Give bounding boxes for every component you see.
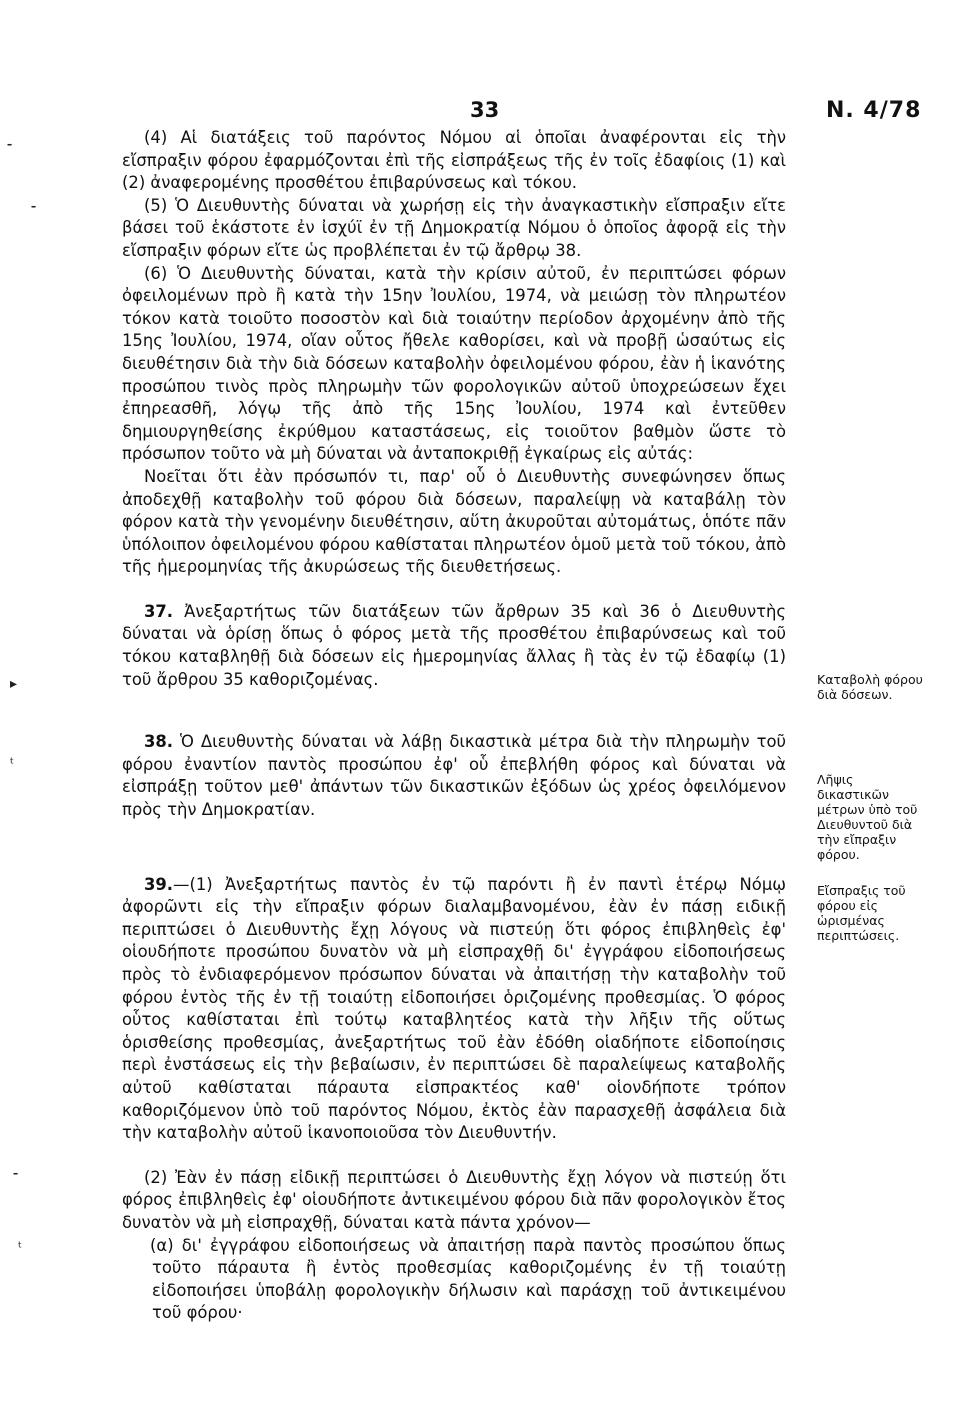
law-number: N. 4/78 xyxy=(826,98,922,123)
article-37-number: 37. xyxy=(144,601,174,621)
margin-note-article-38: Λῆψις δικαστικῶν μέτρων ὑπὸ τοῦ Διευθυντοῦ διὰ τὴν εἴπραξιν φόρου. xyxy=(817,772,918,862)
article-39-subsection-2a: (α) δι' ἐγγράφου εἰδοποιήσεως νὰ ἀπαιτήσῃ παρὰ παντὸς προσώπου ὅπως τοῦτο πάραυτα ἢ ἐντὸς προθεσμίας καθοριζομένης ἐν τῇ τοιαύτῃ εἰδοποιήσει ὑποβάλῃ φορολογικὴν δήλωσιν καὶ παράσχῃ τοῦ ἀντικειμένου τοῦ φόρου· xyxy=(150,1235,786,1323)
scan-mark: ᵗ xyxy=(18,1240,23,1256)
paragraph-6: (6) Ὁ Διευθυντὴς δύναται, κατὰ τὴν κρίσιν αὐτοῦ, ἐν περιπτώσει φόρων ὀφειλομένων πρὸ ἢ κατὰ τὴν 15ην Ἰουλίου, 1974, νὰ μειώσῃ τὸν πληρωτέον τόκον κατὰ τοιοῦτο ποσοστὸν καὶ διὰ τοιαύτην περίοδον ἀρχομένην ἀπὸ τῆς 15ης Ἰουλίου, 1974, οἵαν οὗτος ἤθελε καθορίσει, καὶ νὰ προβῇ ὡσαύτως εἰς διευθέτησιν διὰ τὴν διὰ δόσεων καταβολὴν ὀφειλομένου φόρου, ἐὰν ἡ ἱκανότης προσώπου τινὸς πρὸς πληρωμὴν τῶν φορολογικῶν αὐτοῦ ὑποχρεώσεων ἔχει ἐπηρεασθῆ, λόγῳ τῆς ἀπὸ τῆς 15ης Ἰουλίου, 1974 καὶ ἐντεῦθεν δημιουργηθείσης ἐκρύθμου καταστάσεως, εἰς τοιοῦτον βαθμὸν ὥστε τὸ πρόσωπον τοῦτο νὰ μὴ δύναται νὰ ἀνταποκριθῇ ἐγκαίρως εἰς αὐτάς: xyxy=(122,263,786,464)
article-38-text: Ὁ Διευθυντὴς δύναται νὰ λάβῃ δικαστικὰ μέτρα διὰ τὴν πληρωμὴν τοῦ φόρου ἐναντίον παντὸς προσώπου ἐφ' οὗ ἐπεβλήθη φόρος καὶ δύναται νὰ εἰσπράξῃ τοῦτον μεθ' ἀπάντων τῶν δικαστικῶν ἐξόδων ὡς χρέος ὀφειλόμενον πρὸς τὴν Δημοκρατίαν. xyxy=(122,732,786,820)
margin-note-article-37: Καταβολὴ φόρου διὰ δόσεων. xyxy=(817,672,923,702)
main-text xyxy=(122,127,786,1325)
paragraph-5: (5) Ὁ Διευθυντὴς δύναται νὰ χωρήσῃ εἰς τὴν ἀναγκαστικὴν εἴσπραξιν εἴτε βάσει τοῦ ἑκάστοτε ἐν ἰσχύϊ ἐν τῇ Δημοκρατίᾳ Νόμου ὁ ὁποῖος ἀφορᾷ εἰς τὴν εἴσπραξιν φόρων εἴτε ὡς προβλέπεται ἐν τῷ ἄρθρῳ 38. xyxy=(122,195,786,260)
article-39-text-1: —(1) Ἀνεξαρτήτως παντὸς ἐν τῷ παρόντι ἢ ἐν παντὶ ἑτέρῳ Νόμῳ ἀφορῶντι εἰς τὴν εἴπραξιν φόρων διαλαμβανομένου, ἐὰν ἐν πάσῃ ειδικῇ περιπτώσει ὁ Διευθυντὴς ἔχῃ λόγους νὰ πιστεύῃ ὅτι φόρος ἐπιβληθεὶς ἐφ' οἱουδήποτε προσώπου δυνατὸν νὰ μὴ εἰσπραχθῇ δι' ἐγγράφου εἰδοποιήσεως πρὸς τὸ ἐνδιαφερόμενον πρόσωπον δύναται νὰ ἀπαιτήσῃ τὴν καταβολὴν τοῦ φόρου ἐντὸς τῆς ἐν τῇ τοιαύτῃ εἰδοποιήσει ὁριζομένης προθεσμίας. Ὁ φόρος οὗτος καθίσταται ἐπὶ τούτῳ καταβλητέος κατὰ τὴν λῆξιν τῆς οὕτως ὁρισθείσης προθεσμίας, ἀνεξαρτήτως τοῦ ἐὰν ἐδόθη οἱαδήποτε εἰδοποίησις περὶ ἐνστάσεως εἰς τὴν βεβαίωσιν, ἐν περιπτώσει δὲ παραλείψεως καταβολῆς αὐτοῦ καθίσταται πάραυτα εἰσπρακτέος καθ' οἱονδήποτε τρόπον καθοριζόμενον ὑπὸ τοῦ παρόντος Νόμου, ἐκτὸς ἐὰν παρασχεθῇ ἀσφάλεια διὰ τὴν καταβολὴν αὐτοῦ ἱκανοποιοῦσα τὸν Διευθυντήν. xyxy=(122,874,786,1143)
article-39-number: 39. xyxy=(144,874,174,894)
article-39-subsection-2: (2) Ἐὰν ἐν πάσῃ εἰδικῇ περιπτώσει ὁ Διευθυντὴς ἔχῃ λόγον νὰ πιστεύῃ ὅτι φόρος ἐπιβληθεὶς ἐφ' οἱουδήποτε ἀντικειμένου φόρου διὰ πᾶν φορολογικὸν ἔτος δυνατὸν νὰ μὴ εἰσπραχθῇ, δύναται κατὰ πάντα χρόνον— xyxy=(122,1167,786,1232)
scan-mark: ⁃ xyxy=(30,200,37,216)
scan-mark: ⁃ xyxy=(6,138,13,154)
article-39-subsection-1 xyxy=(122,874,786,1145)
scan-mark: ⁃ xyxy=(12,1167,19,1183)
article-38-number: 38. xyxy=(144,732,174,752)
page-number: 33 xyxy=(470,98,500,122)
article-37-text: Ἀνεξαρτήτως τῶν διατάξεων τῶν ἄρθρων 35 καὶ 36 ὁ Διευθυντὴς δύναται νὰ ὁρίσῃ ὅπως ὁ φόρος μετὰ τῆς προσθέτου ἐπιβαρύνσεως καὶ τοῦ τόκου καταβληθῇ διὰ δόσεων εἰς ἡμερομηνίας ἄλλας ἢ τὰς ἐν τῷ ἐδαφίῳ (1) τοῦ ἄρθρου 35 καθοριζομένας. xyxy=(122,601,786,689)
article-37 xyxy=(122,601,786,691)
paragraph-4: (4) Αἱ διατάξεις τοῦ παρόντος Νόμου αἱ ὁποῖαι ἀναφέρονται εἰς τὴν εἴσπραξιν φόρου ἐφαρμόζονται ἐπὶ τῆς εἰσπράξεως τῆς ἐν τοῖς ἐδαφίοις (1) καὶ (2) ἀναφερομένης προσθέτου ἐπιβαρύνσεως καὶ τόκου. xyxy=(122,128,786,193)
margin-note-article-39: Εἴσπραξις τοῦ φόρου εἰς ὡρισμένας περιπτώσεις. xyxy=(817,883,906,943)
article-38 xyxy=(122,731,786,821)
scan-mark: ᵗ xyxy=(10,756,15,772)
proviso-paragraph: Νοεῖται ὅτι ἐὰν πρόσωπόν τι, παρ' οὗ ὁ Διευθυντὴς συνεφώνησεν ὅπως ἀποδεχθῇ καταβολὴν τοῦ φόρου διὰ δόσεων, παραλείψῃ νὰ καταβάλῃ τὸν φόρον κατὰ τὴν γενομένην διευθέτησιν, αὕτη ἀκυροῦται αὐτομάτως, ὁπότε πᾶν ὑπόλοιπον ὀφειλομένου φόρου καθίσταται πληρωτέον ὁμοῦ μετὰ τοῦ τόκου, ἀπὸ τῆς ἡμερομηνίας τῆς ἀκυρώσεως τῆς διευθετήσεως. xyxy=(122,466,786,577)
scan-mark: ▸ xyxy=(10,676,18,692)
